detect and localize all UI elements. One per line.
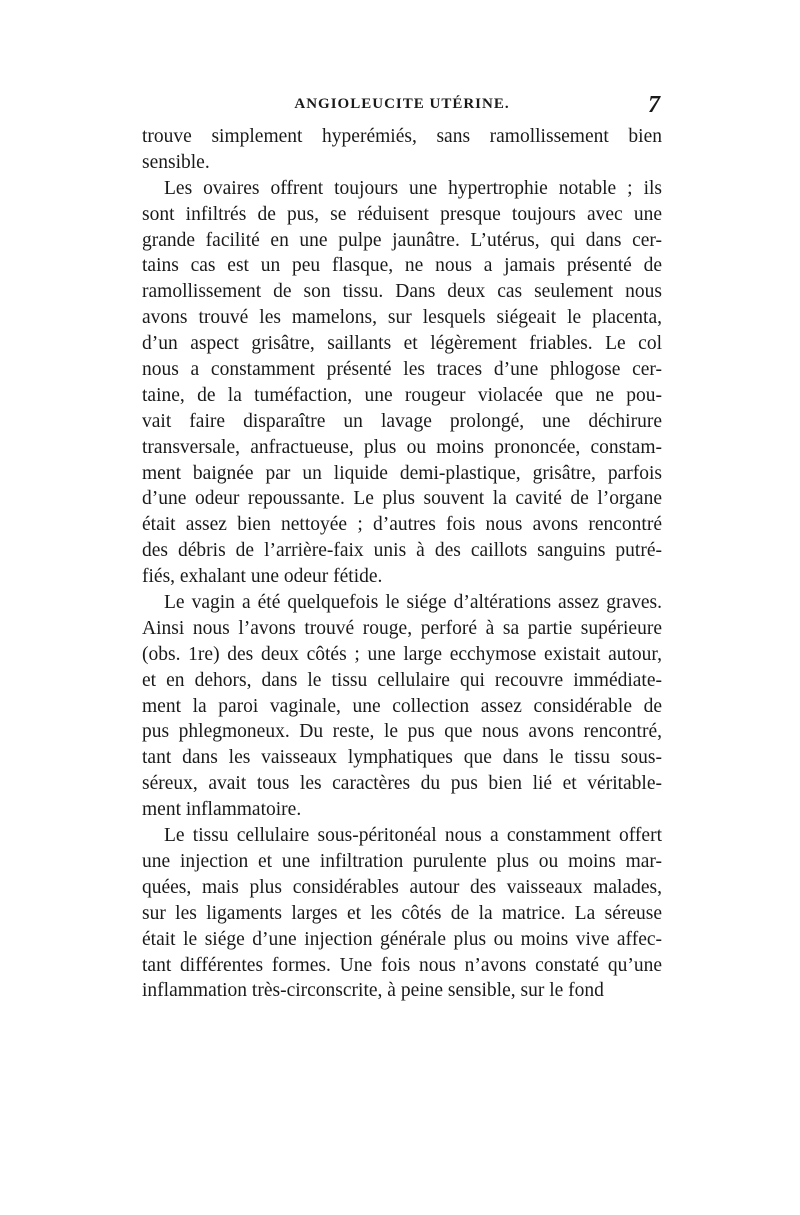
page-number: 7 bbox=[648, 92, 660, 118]
text-line: Les ovaires offrent toujours une hypertrophie notable ; ils bbox=[164, 177, 662, 199]
text-line: grande facilité en une pulpe jaunâtre. L’utérus, qui dans cer- bbox=[142, 229, 662, 251]
text-line: Le tissu cellulaire sous-péritonéal nous a constamment offert bbox=[164, 825, 662, 847]
page-header bbox=[142, 92, 662, 124]
running-title: ANGIOLEUCITE UTÉRINE. bbox=[294, 96, 510, 112]
text-line: fiés, exhalant une odeur fétide. bbox=[142, 566, 383, 588]
book-page bbox=[142, 92, 662, 1004]
text-line: et en dehors, dans le tissu cellulaire qui recouvre immédiate- bbox=[142, 669, 662, 691]
text-line: sensible. bbox=[142, 151, 210, 173]
text-line: d’une odeur repoussante. Le plus souvent la cavité de l’organe bbox=[142, 488, 662, 510]
text-line: était le siége d’une injection générale plus ou moins vive affec- bbox=[142, 928, 662, 950]
text-line: séreux, avait tous les caractères du pus bien lié et véritable- bbox=[142, 773, 662, 795]
text-line: taine, de la tuméfaction, une rougeur violacée que ne pou- bbox=[142, 384, 662, 406]
paragraph bbox=[142, 176, 662, 590]
paragraph bbox=[142, 124, 662, 176]
text-line: ment baignée par un liquide demi-plastique, grisâtre, parfois bbox=[142, 462, 662, 484]
text-line: (obs. 1re) des deux côtés ; une large ecchymose existait autour, bbox=[142, 643, 662, 665]
text-line: ramollissement de son tissu. Dans deux cas seulement nous bbox=[142, 281, 662, 303]
text-line: Le vagin a été quelquefois le siége d’altérations assez graves. bbox=[164, 592, 662, 614]
text-line: tains cas est un peu flasque, ne nous a jamais présenté de bbox=[142, 255, 662, 277]
text-line: tant différentes formes. Une fois nous n’avons constaté qu’une bbox=[142, 954, 662, 976]
text-line: d’un aspect grisâtre, saillants et légèrement friables. Le col bbox=[142, 333, 662, 355]
paragraph bbox=[142, 590, 662, 823]
text-line: Ainsi nous l’avons trouvé rouge, perforé à sa partie supérieure bbox=[142, 617, 662, 639]
text-line: sur les ligaments larges et les côtés de la matrice. La séreuse bbox=[142, 902, 662, 924]
text-line: transversale, anfractueuse, plus ou moins prononcée, constam- bbox=[142, 436, 662, 458]
text-line: inflammation très-circonscrite, à peine sensible, sur le fond bbox=[142, 980, 604, 1002]
text-line: vait faire disparaître un lavage prolongé, une déchirure bbox=[142, 410, 662, 432]
text-line: tant dans les vaisseaux lymphatiques que dans le tissu sous- bbox=[142, 747, 662, 769]
text-line: pus phlegmoneux. Du reste, le pus que nous avons rencontré, bbox=[142, 721, 662, 743]
paragraph bbox=[142, 823, 662, 1004]
text-line: trouve simplement hyperémiés, sans ramollissement bien bbox=[142, 126, 662, 147]
text-line: avons trouvé les mamelons, sur lesquels siégeait le placenta, bbox=[142, 307, 662, 329]
text-line: ment inflammatoire. bbox=[142, 799, 302, 821]
text-line: des débris de l’arrière-faix unis à des caillots sanguins putré- bbox=[142, 540, 662, 562]
text-line: nous a constamment présenté les traces d’une phlogose cer- bbox=[142, 359, 662, 381]
text-line: une injection et une infiltration purulente plus ou moins mar- bbox=[142, 850, 662, 872]
text-line: sont infiltrés de pus, se réduisent presque toujours avec une bbox=[142, 203, 662, 225]
text-line: était assez bien nettoyée ; d’autres fois nous avons rencontré bbox=[142, 514, 662, 536]
body-text bbox=[142, 124, 662, 1004]
text-line: ment la paroi vaginale, une collection assez considérable de bbox=[142, 695, 662, 717]
text-line: quées, mais plus considérables autour des vaisseaux malades, bbox=[142, 876, 662, 898]
